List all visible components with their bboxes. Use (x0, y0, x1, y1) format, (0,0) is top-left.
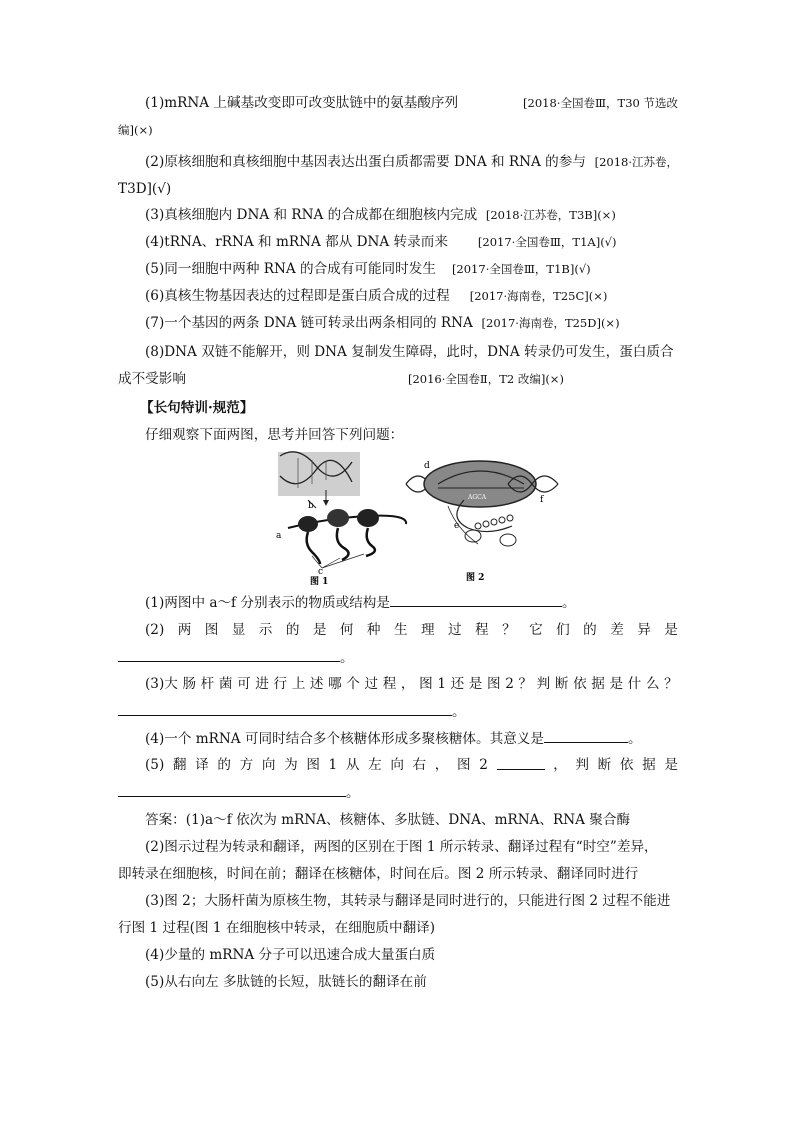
ribosome-2 (327, 509, 349, 527)
answer-3-line2: 行图 1 过程(图 1 在细胞核中转录，在细胞质中翻译) (118, 920, 436, 936)
answer-5: (5)从右向左 多肽链的长短，肽链长的翻译在前 (145, 974, 427, 990)
fig1-caption: 图 1 (310, 577, 329, 586)
fig2-label-e: e (454, 521, 460, 531)
fig2-label-d: d (424, 461, 430, 471)
intro-text: 仔细观察下面两图，思考并回答下列问题： (145, 427, 404, 443)
ribosome-3 (357, 509, 379, 527)
answer-blank-4[interactable] (544, 728, 628, 743)
answer-blank-3[interactable] (118, 701, 452, 716)
fig1-label-b: b (308, 501, 314, 511)
judgment-1-continuation: 编](×) (118, 123, 153, 137)
answer-blank-2[interactable] (118, 647, 340, 662)
question-3-line2: 。 (118, 701, 678, 722)
fig2-caption: 图 2 (466, 573, 485, 583)
answer-3-line1: (3)图 2；大肠杆菌为原核生物，其转录与翻译是同时进行的，只能进行图 2 过程不能进 (145, 893, 671, 909)
judgment-1: (1)mRNA 上碱基改变即可改变肽链中的氨基酸序列 [2018·全国卷Ⅲ，T30 节选改 (145, 95, 678, 111)
figure-2 (406, 461, 558, 583)
answer-1: 答案：(1)a～f 依次为 mRNA、核糖体、多肽链、DNA、mRNA、RNA 聚合酶 (145, 812, 631, 828)
figure-1 (276, 452, 406, 586)
answer-blank-5b[interactable] (118, 782, 346, 797)
section-title: 【长句特训·规范】 (140, 400, 254, 416)
judgment-2-continuation: T3D](√) (118, 181, 172, 197)
question-5-line2: 。 (118, 782, 678, 803)
judgment-3: (3)真核细胞内 DNA 和 RNA 的合成都在细胞核内完成 [2018·江苏卷，T3B](×) (145, 207, 616, 223)
judgment-7: (7)一个基因的两条 DNA 链可转录出两条相同的 RNA [2017·海南卷，T25D](×) (145, 315, 620, 331)
fig1-label-a: a (276, 531, 282, 541)
figures-illustration (268, 448, 568, 586)
question-5: (5) 翻 译 的 方 向 为 图 1 从 左 向 右 ， 图 2 ， 判 断 依 据 是 (145, 757, 678, 773)
judgment-5: (5)同一细胞中两种 RNA 的合成有可能同时发生 [2017·全国卷Ⅲ，T1B](√) (145, 261, 591, 277)
fig1-label-c: c (318, 567, 324, 577)
fig2-label-f: f (540, 495, 544, 505)
fig2-sequence: AGCA (468, 494, 487, 501)
ribosome-2b (500, 534, 516, 546)
question-1: (1)两图中 a～f 分别表示的物质或结构是 。 (145, 592, 678, 613)
question-3: (3)大 肠 杆 菌 可 进 行 上 述 哪 个 过 程 ， 图 1 还 是 图 2 ？ 判 断 依 据 是 什 么 ？ (145, 676, 678, 692)
judgment-4: (4)tRNA、rRNA 和 mRNA 都从 DNA 转录而来 [2017·全国卷Ⅲ，T1A](√) (145, 234, 617, 250)
question-2: (2) 两 图 显 示 的 是 何 种 生 理 过 程 ？ 它 们 的 差 异 是 (145, 622, 678, 638)
answer-blank-1[interactable] (390, 592, 562, 607)
judgment-6: (6)真核生物基因表达的过程即是蛋白质合成的过程 [2017·海南卷，T25C](×) (145, 288, 608, 304)
judgment-8-continuation: 成不受影响 [2016·全国卷Ⅱ，T2 改编](×) (118, 371, 564, 387)
answer-2-line1: (2)图示过程为转录和翻译，两图的区别在于图 1 所示转录、翻译过程有“时空”差异， (145, 839, 658, 855)
judgment-2: (2)原核细胞和真核细胞中基因表达出蛋白质都需要 DNA 和 RNA 的参与 [2018·江苏卷， (145, 154, 678, 170)
answer-2-line2: 即转录在细胞核，时间在前；翻译在核糖体，时间在后。图 2 所示转录、翻译同时进行 (118, 866, 639, 882)
question-2-line2: 。 (118, 647, 678, 668)
ribosome-1 (298, 516, 318, 532)
answer-blank-5a[interactable] (497, 755, 545, 770)
answer-4: (4)少量的 mRNA 分子可以迅速合成大量蛋白质 (145, 947, 436, 963)
judgment-8: (8)DNA 双链不能解开，则 DNA 复制发生障碍，此时，DNA 转录仍可发生，蛋白质合 (145, 344, 674, 360)
question-4: (4)一个 mRNA 可同时结合多个核糖体形成多聚核糖体。其意义是 。 (145, 728, 678, 749)
